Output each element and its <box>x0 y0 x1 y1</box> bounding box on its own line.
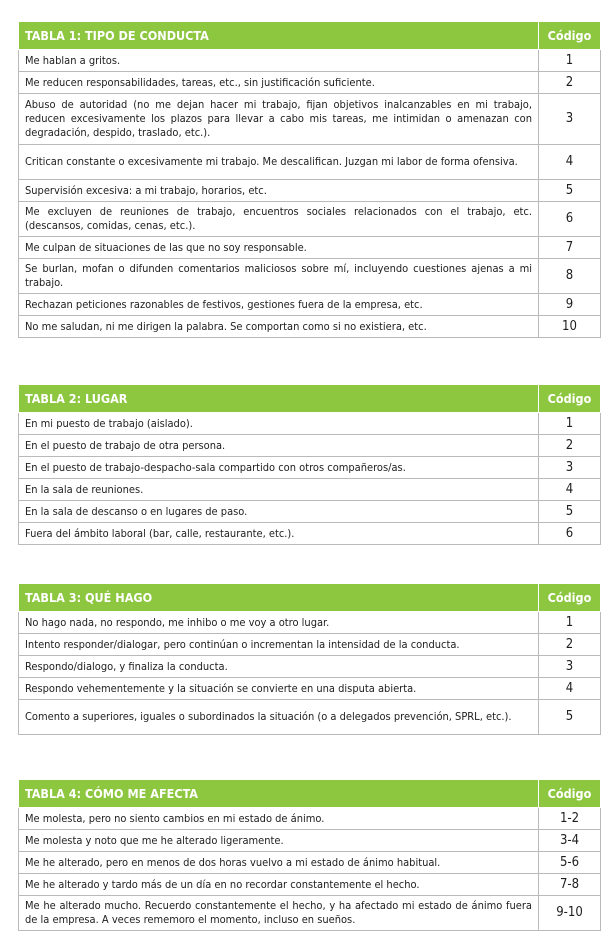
row-code: 5 <box>539 700 601 735</box>
table-row <box>19 523 601 545</box>
row-description: Me molesta y noto que me he alterado ligeramente. <box>19 830 539 852</box>
table-row <box>19 94 601 145</box>
table-row <box>19 612 601 634</box>
row-description: Comento a superiores, iguales o subordinados la situación (o a delegados prevención, SPRL, etc.). <box>19 700 539 735</box>
row-code: 1 <box>539 413 601 435</box>
table-que-hago <box>18 583 601 735</box>
row-code: 8 <box>539 259 601 294</box>
row-code: 2 <box>539 72 601 94</box>
table-row <box>19 413 601 435</box>
row-code: 1-2 <box>539 808 601 830</box>
row-description: Me molesta, pero no siento cambios en mi estado de ánimo. <box>19 808 539 830</box>
row-code: 3 <box>539 656 601 678</box>
row-code: 9 <box>539 294 601 316</box>
row-description: No hago nada, no respondo, me inhibo o me voy a otro lugar. <box>19 612 539 634</box>
row-description: Me excluyen de reuniones de trabajo, encuentros sociales relacionados con el trabajo, etc. (descansos, comidas, cenas, etc.). <box>19 202 539 237</box>
table-row <box>19 145 601 180</box>
table-row <box>19 830 601 852</box>
row-code: 7 <box>539 237 601 259</box>
table-row <box>19 457 601 479</box>
row-code: 2 <box>539 634 601 656</box>
table-row <box>19 700 601 735</box>
table-row <box>19 634 601 656</box>
row-description: Rechazan peticiones razonables de festivos, gestiones fuera de la empresa, etc. <box>19 294 539 316</box>
code-column-header: Código <box>539 385 601 413</box>
row-description: Respondo vehementemente y la situación se convierte en una disputa abierta. <box>19 678 539 700</box>
table-row <box>19 852 601 874</box>
table-row <box>19 896 601 931</box>
table-como-me-afecta <box>18 779 601 931</box>
row-description: No me saludan, ni me dirigen la palabra. Se comportan como si no existiera, etc. <box>19 316 539 338</box>
row-code: 5 <box>539 180 601 202</box>
table-row <box>19 479 601 501</box>
code-column-header: Código <box>539 22 601 50</box>
row-description: Supervisión excesiva: a mi trabajo, horarios, etc. <box>19 180 539 202</box>
row-description: Me reducen responsabilidades, tareas, etc., sin justificación suficiente. <box>19 72 539 94</box>
table-row <box>19 202 601 237</box>
table-row <box>19 435 601 457</box>
row-code: 5 <box>539 501 601 523</box>
row-description: En el puesto de trabajo-despacho-sala compartido con otros compañeros/as. <box>19 457 539 479</box>
table-header-row <box>19 22 601 50</box>
row-description: En la sala de reuniones. <box>19 479 539 501</box>
row-description: En mi puesto de trabajo (aislado). <box>19 413 539 435</box>
table-row <box>19 501 601 523</box>
table-row <box>19 237 601 259</box>
row-code: 6 <box>539 523 601 545</box>
code-column-header: Código <box>539 584 601 612</box>
row-description: Me he alterado mucho. Recuerdo constantemente el hecho, y ha afectado mi estado de ánimo fuera de la empresa. A veces rememoro el momento, incluso en sueños. <box>19 896 539 931</box>
row-code: 1 <box>539 612 601 634</box>
table-row <box>19 656 601 678</box>
row-description: Me he alterado, pero en menos de dos horas vuelvo a mi estado de ánimo habitual. <box>19 852 539 874</box>
row-description: Abuso de autoridad (no me dejan hacer mi trabajo, fijan objetivos inalcanzables en mi trabajo, reducen excesivamente los plazos para llevar a cabo mis tareas, me intimidan o amenazan con degradación, despido, traslado, etc.). <box>19 94 539 145</box>
table-title: TABLA 3: QUÉ HAGO <box>19 584 539 612</box>
row-code: 10 <box>539 316 601 338</box>
row-code: 3-4 <box>539 830 601 852</box>
row-code: 1 <box>539 50 601 72</box>
row-code: 3 <box>539 94 601 145</box>
table-header-row <box>19 584 601 612</box>
table-row <box>19 874 601 896</box>
row-code: 9-10 <box>539 896 601 931</box>
table-row <box>19 678 601 700</box>
row-code: 2 <box>539 435 601 457</box>
row-description: Se burlan, mofan o difunden comentarios maliciosos sobre mí, incluyendo cuestiones ajenas a mi trabajo. <box>19 259 539 294</box>
row-description: Respondo/dialogo, y finaliza la conducta. <box>19 656 539 678</box>
row-description: Me he alterado y tardo más de un día en no recordar constantemente el hecho. <box>19 874 539 896</box>
table-title: TABLA 1: TIPO DE CONDUCTA <box>19 22 539 50</box>
code-column-header: Código <box>539 780 601 808</box>
table-header-row <box>19 385 601 413</box>
row-code: 4 <box>539 678 601 700</box>
table-row <box>19 72 601 94</box>
table-title: TABLA 2: LUGAR <box>19 385 539 413</box>
table-row <box>19 316 601 338</box>
row-code: 4 <box>539 145 601 180</box>
row-code: 5-6 <box>539 852 601 874</box>
row-description: Me hablan a gritos. <box>19 50 539 72</box>
table-row <box>19 808 601 830</box>
table-header-row <box>19 780 601 808</box>
row-description: Critican constante o excesivamente mi trabajo. Me descalifican. Juzgan mi labor de forma ofensiva. <box>19 145 539 180</box>
row-code: 3 <box>539 457 601 479</box>
table-row <box>19 294 601 316</box>
table-row <box>19 259 601 294</box>
row-description: En la sala de descanso o en lugares de paso. <box>19 501 539 523</box>
table-title: TABLA 4: CÓMO ME AFECTA <box>19 780 539 808</box>
row-code: 4 <box>539 479 601 501</box>
row-description: Fuera del ámbito laboral (bar, calle, restaurante, etc.). <box>19 523 539 545</box>
row-code: 6 <box>539 202 601 237</box>
row-code: 7-8 <box>539 874 601 896</box>
row-description: Me culpan de situaciones de las que no soy responsable. <box>19 237 539 259</box>
table-tipo-conducta <box>18 21 601 338</box>
row-description: Intento responder/dialogar, pero continúan o incrementan la intensidad de la conducta. <box>19 634 539 656</box>
row-description: En el puesto de trabajo de otra persona. <box>19 435 539 457</box>
table-row <box>19 180 601 202</box>
table-row <box>19 50 601 72</box>
table-lugar <box>18 384 601 545</box>
